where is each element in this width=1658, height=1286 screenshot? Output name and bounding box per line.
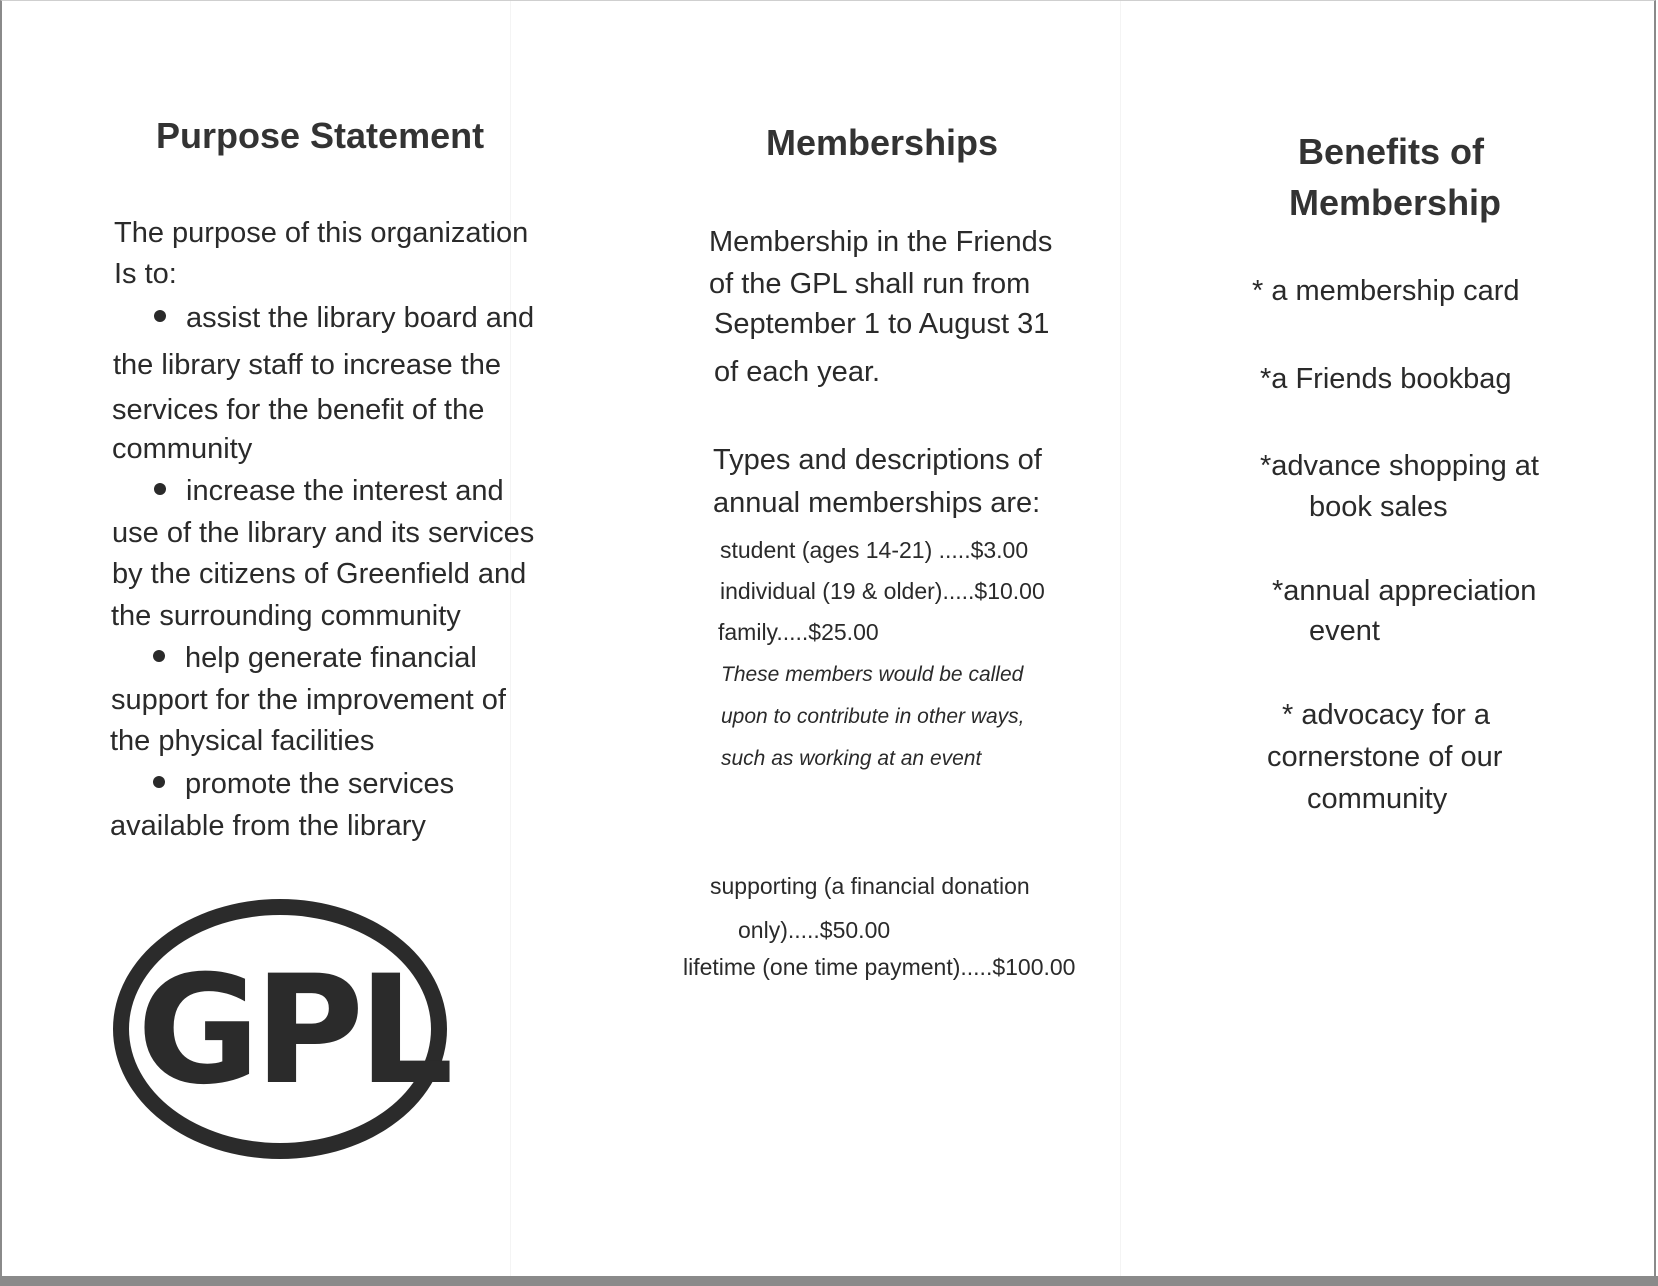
membership-note-line: upon to contribute in other ways,	[721, 705, 1025, 728]
bullet-dot-icon	[153, 776, 165, 788]
benefit-item: * a membership card	[1252, 275, 1520, 307]
membership-type-individual: individual (19 & older).....$10.00	[720, 578, 1045, 604]
bullet-dot-icon	[154, 310, 166, 322]
benefit-item-line: book sales	[1309, 491, 1448, 523]
membership-supporting-line: only).....$50.00	[738, 917, 891, 943]
purpose-bullet-4-line: available from the library	[110, 810, 426, 842]
memberships-para1-line: September 1 to August 31	[714, 308, 1050, 340]
membership-supporting-line: supporting (a financial donation	[710, 873, 1030, 899]
memberships-para2-line: Types and descriptions of	[713, 444, 1042, 476]
fold-line-right	[1120, 1, 1121, 1277]
purpose-bullet-2-first: increase the interest and	[154, 475, 504, 508]
purpose-bullet-3-line: support for the improvement of	[111, 684, 506, 716]
purpose-bullet-2-line: the surrounding community	[111, 600, 461, 632]
purpose-bullet-3-first: help generate financial	[153, 642, 477, 675]
benefit-item: *advance shopping at	[1260, 450, 1539, 482]
benefit-item: * advocacy for a	[1282, 699, 1490, 731]
purpose-heading: Purpose Statement	[156, 115, 485, 156]
memberships-para1-line: of the GPL shall run from	[709, 268, 1031, 300]
benefit-item-line: event	[1309, 615, 1380, 647]
purpose-bullet-1-line: services for the benefit of the	[112, 394, 485, 426]
memberships-para2-line: annual memberships are:	[713, 487, 1041, 519]
purpose-bullet-3-line: the physical facilities	[110, 725, 375, 757]
benefit-item: *annual appreciation	[1272, 575, 1537, 607]
purpose-bullet-4-first: promote the services	[153, 768, 454, 801]
gpl-logo: GPL	[137, 944, 448, 1118]
memberships-para1-line: of each year.	[714, 356, 881, 388]
membership-note-line: These members would be called	[721, 663, 1024, 686]
membership-type-family: family.....$25.00	[718, 619, 879, 645]
purpose-intro-line1: The purpose of this organization	[114, 217, 529, 249]
membership-type-student: student (ages 14-21) .....$3.00	[720, 537, 1029, 563]
fold-line-left	[510, 1, 511, 1277]
membership-lifetime: lifetime (one time payment).....$100.00	[683, 954, 1076, 980]
page-bottom-edge	[0, 1276, 1658, 1286]
bullet-dot-icon	[153, 650, 165, 662]
purpose-bullet-1-line: the library staff to increase the	[113, 349, 501, 381]
purpose-intro-line2: Is to:	[114, 258, 177, 290]
purpose-bullet-2-line: by the citizens of Greenfield and	[112, 558, 527, 590]
purpose-bullet-2-line: use of the library and its services	[112, 517, 535, 549]
purpose-bullet-1-line: community	[112, 433, 253, 465]
benefit-item-line: cornerstone of our	[1267, 741, 1503, 773]
benefits-heading-line2: Membership	[1289, 182, 1502, 223]
memberships-para1-line: Membership in the Friends	[709, 226, 1053, 258]
benefit-item: *a Friends bookbag	[1260, 363, 1512, 395]
purpose-bullet-1-first: assist the library board and	[154, 302, 534, 335]
membership-note-line: such as working at an event	[721, 747, 982, 770]
bullet-dot-icon	[154, 483, 166, 495]
benefit-item-line: community	[1307, 783, 1448, 815]
memberships-heading: Memberships	[766, 122, 999, 163]
benefits-heading-line1: Benefits of	[1298, 131, 1485, 172]
